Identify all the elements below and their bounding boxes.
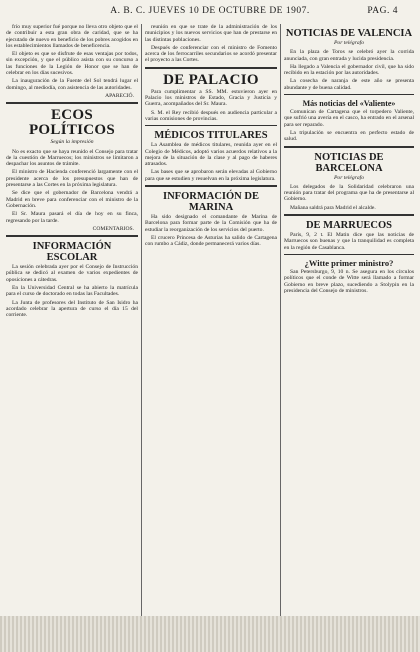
article-text: La tripulación se encuentra en perfecto estado de salud. <box>284 129 414 143</box>
article-text: San Petersburgo, 9, 10 n. Se asegura en los círculos políticos que el conde de Witte será llamado a formar Gobierno en breve plazo, sucediendo a Stolypin en la presidencia del Consejo de ministros. <box>284 268 414 294</box>
article-text: Los delegados de la Solidaridad celebraron una reunión para tratar del programa que ha de presentarse al Gobierno. <box>284 183 414 203</box>
article-text: Las bases que se aprobaron serán elevadas al Gobierno para que se estudien y resuelvan en la próxima legislatura. <box>145 169 277 182</box>
scan-footer-strip <box>0 616 420 652</box>
article-signature: COMENTARIOS. <box>92 225 134 232</box>
article-text: Mañana saldrá para Madrid el alcalde. <box>290 204 376 211</box>
header-date-line: A. B. C. JUEVES 10 DE OCTUBRE DE 1907. <box>110 6 310 16</box>
section-title-informacion-de-marina: INFORMACIÓN DE MARINA <box>163 191 259 214</box>
section-title-noticias-de-valencia: NOTICIAS DE VALENCIA <box>285 28 413 39</box>
section-divider <box>6 102 138 104</box>
section-divider <box>284 146 414 148</box>
article-text: Comunican de Cartagena que el torpedero Valiente, que sufrió una avería en el casco, ha entrado en el arsenal para ser reparado. <box>284 109 414 128</box>
column-rule-2 <box>280 24 281 646</box>
section-title-noticias-de-barcelona: NOTICIAS DE BARCELONA <box>314 151 384 174</box>
section-divider <box>145 67 277 69</box>
article-text: reunión en que se trate de la administración de los municipios y los nuevos servicios que han de prestarse en las distintas poblaciones. <box>145 24 277 43</box>
article-text: En la plaza de Toros se celebró ayer la corrida anunciada, con gran entrada y lucida presidencia. <box>284 49 414 62</box>
section-title-informacion-escolar: INFORMACIÓN ESCOLAR <box>32 241 112 264</box>
article-text: Después de conferenciar con el ministro de Fomento acerca de los ferrocarriles secundarios se acordó presentar el proyecto a las Cortes. <box>145 44 277 64</box>
article-text: frío muy superior fué porque no lleva otro objeto que el de contribuir a esta gran obra de caridad, que se ha ejecutado de nuevo en beneficio de los pobres acogidos en los establecimientos llamados de beneficencia. <box>6 24 138 49</box>
article-text: S. M. el Rey recibió después en audiencia particular a varias comisiones de provincias. <box>145 109 277 122</box>
section-title-medicos-titulares: MÉDICOS TITULARES <box>154 130 268 142</box>
page-header <box>0 6 420 22</box>
column-3 <box>284 24 414 646</box>
section-title-witte: ¿Witte primer ministro? <box>304 257 394 268</box>
article-text: Se dice que el gobernador de Barcelona vendrá a Madrid en breve para conferenciar con el ministro de la Gobernación. <box>6 190 138 209</box>
article-text: La Asamblea de médicos titulares, reunida ayer en el Colegio de Médicos, adoptó varios acuerdos relativos a la mejora de la situación de la clase y al pago de haberes atrasados. <box>145 142 277 168</box>
article-text: Ha llegado a Valencia el gobernador civil, que ha sido recibido en la estación por las autoridades. <box>284 63 414 77</box>
article-text: La cosecha de naranja de este año se presenta abundante y de buena calidad. <box>284 78 414 91</box>
article-signature: APARECIÓ. <box>105 92 134 99</box>
section-divider <box>284 94 414 95</box>
article-text: El Sr. Maura pasará el día de hoy en su finca, regresando por la tarde. <box>6 211 138 224</box>
article-text: El objeto es que se disfrute de esas ventajas por todos, sin excepción, y que el público asista con su concurso a las funciones de la Legión de Honor que se han de celebrar en los días sucesivos. <box>6 51 138 77</box>
section-divider <box>284 214 414 216</box>
article-text: La sesión celebrada ayer por el Consejo de Instrucción pública se dedicó al examen de varios expedientes de oposiciones a cátedras. <box>6 264 138 283</box>
section-subtitle: Según la impresión <box>50 139 94 146</box>
article-text: El crucero Princesa de Asturias ha salido de Cartagena con rumbo a Cádiz, donde permanecerá varios días. <box>145 234 277 248</box>
article-text: Ha sido designado el comandante de Marina de Barcelona para formar parte de la Comisión que ha de estudiar la reorganización de los servicios del puerto. <box>145 214 277 233</box>
article-text: Para cumplimentar a SS. MM. estuvieron ayer en Palacio los ministros de Estado, Gracia y Justicia y Guerra, acompañados del Sr. Maura. <box>145 88 277 108</box>
section-title-de-palacio: DE PALACIO <box>163 71 259 88</box>
page-number: PAG. 4 <box>367 6 398 16</box>
article-text: El ministro de Hacienda conferenció largamente con el presidente acerca de los presupuestos que han de presentarse a las Cortes en la próxima legislatura. <box>6 169 138 189</box>
section-subtitle: Por telégrafo <box>334 40 364 46</box>
section-subtitle: Por telégrafo <box>334 174 364 181</box>
section-title-ecos-politicos: ECOS POLÍTICOS <box>28 107 116 139</box>
section-divider <box>145 125 277 126</box>
section-divider <box>284 254 414 255</box>
section-divider <box>145 185 277 187</box>
section-title-valiente: Más noticias del «Valiente» <box>302 99 396 109</box>
column-1 <box>6 24 138 646</box>
article-text: La inauguración de la Fuente del Sol tendrá lugar el domingo, al mediodía, con asistencia de las autoridades. <box>6 78 138 91</box>
article-text: En la Universidad Central se ha abierto la matrícula para el curso de doctorado en todas las Facultades. <box>6 285 138 298</box>
article-text: La Junta de profesores del Instituto de San Isidro ha acordado celebrar la apertura de curso el día 15 del corriente. <box>6 299 138 319</box>
article-text: París, 9, 2 t. El Matin dice que las noticias de Marruecos son buenas y que la tranquilidad es completa en la región de Casablanca. <box>284 232 414 251</box>
article-text: No es exacto que se haya reunido el Consejo para tratar de la cuestión de Marruecos; los ministros se limitaron a despachar los asuntos de trámite. <box>6 148 138 168</box>
section-title-de-marruecos: DE MARRUECOS <box>305 220 393 232</box>
column-rule-1 <box>141 24 142 646</box>
column-2 <box>145 24 277 646</box>
section-divider <box>6 235 138 237</box>
